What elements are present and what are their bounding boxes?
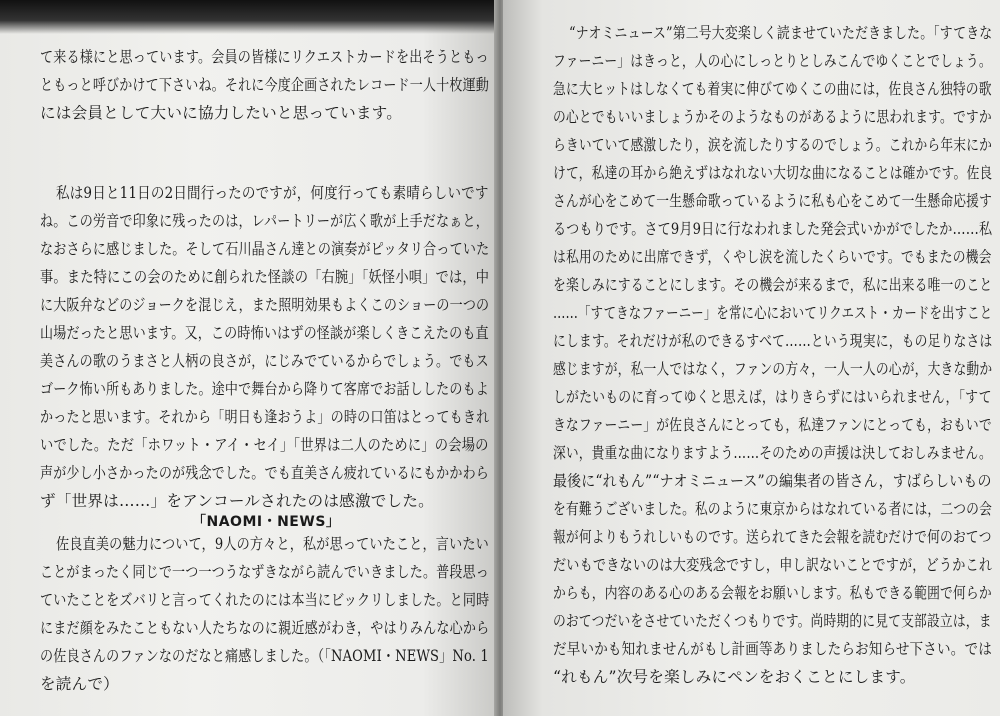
text-line: 佐良直美の魅力について，9人の方々と，私が思っていたこと，言いたい <box>56 535 489 553</box>
top-dark-band <box>0 0 497 34</box>
text-line: 美さんの歌のうまさと人柄の良さが，にじみでているからでしょう。でもス <box>40 352 489 370</box>
text-line: “れもん”次号を楽しみにペンをおくことにします。 <box>553 668 916 686</box>
text-line: の心とでもいいましょうかそのようなものがあるように思われます。ですか <box>553 108 992 126</box>
text-line: かったと思います。それから「明日も逢おうよ」の時の口笛はとってもきれ <box>40 408 490 426</box>
text-line: からも，内容のある心のある会報をお願いします。私もできる範囲で何らか <box>553 584 992 602</box>
text-line: の佐良さんのファンなのだなと痛感しました。（「NAOMI・NEWS」No. 1 <box>40 647 489 665</box>
text-line: ……「すてきなファーニー」を常に心においてリクエスト・カードを出すこと <box>553 304 993 322</box>
text-line: だ早いかも知れませんがもし計画等ありましたらお知らせ下さい。では <box>553 640 992 658</box>
text-line: のおてつだいをさせていただくつもりです。尚時期的に見て支部設立は，ま <box>553 612 992 630</box>
text-line: ファーニー」はきっと，人の心にしっとりとしみこんでゆくことでしょう。 <box>553 52 992 70</box>
text-line: いでした。ただ「ホワット・アイ・セイ」「世界は二人のために」の会場の <box>40 436 489 454</box>
text-line: ことがまったく同じで一つ一つうなずきながら読んでいきました。普段思っ <box>40 563 489 581</box>
text-line: ていたことをズバリと言ってくれたのには本当にビックリしました。と同時 <box>40 591 490 609</box>
text-line: ともっと呼びかけて下さいね。それに今度企画されたレコード一人十枚運動 <box>40 76 489 94</box>
text-line: ね。この労音で印象に残ったのは，レパートリーが広く歌が上手だなぁと， <box>40 212 489 230</box>
text-line: らきいていて感激したり，涙を流したりするのでしょう。これから年末にか <box>553 136 992 154</box>
text-line: 深い，貴重な曲になりますよう……そのための声援は決しておしみません。 <box>553 444 992 462</box>
text-line: て来る様にと思っています。会員の皆様にリクエストカードを出そうともっ <box>40 48 489 66</box>
text-line: 私は9日と11日の2日間行ったのですが，何度行っても素晴らしいです <box>56 184 489 202</box>
text-line: さんが心をこめて一生懸命歌っているように私も心をこめて一生懸命応援す <box>553 192 992 210</box>
left-page <box>0 0 497 716</box>
text-line: に大阪弁などのジョークを混じえ，また照明効果もよくこのショーの一つの <box>40 296 490 314</box>
section-heading-naomi-news: 「NAOMI・NEWS」 <box>192 514 341 530</box>
text-line: を有難うございました。私のように東京からはなれている者には，二つの会 <box>553 500 992 518</box>
text-line: けて，私達の耳から絶えずはなれない大切な曲になることは確かです。佐良 <box>553 164 993 182</box>
text-line: を読んで） <box>40 675 119 693</box>
text-line: にします。それだけが私のできるすべて……という現実に，もの足りなさは <box>553 332 993 350</box>
text-line: だいもできないのは大変残念ですし，申し訳ないことですが，どうかこれ <box>553 556 993 574</box>
text-line: 山場だったと思います。又，この時怖いはずの怪談が楽しくきこえたのも直 <box>40 324 489 342</box>
text-line: は私用のために出席できず，くやし涙を流したくらいです。でもまたの機会 <box>553 248 992 266</box>
text-line: 急に大ヒットはしなくても着実に伸びてゆくこの曲には，佐良さん独特の歌 <box>553 80 992 98</box>
text-line: 感じますが，私一人ではなく，ファンの方々，一人一人の心が，大きな動か <box>553 360 993 378</box>
text-line: なおさらに感じました。そして石川晶さん達との演奏がピッタリ合っていた <box>40 240 490 258</box>
text-line: 事。また特にこの会のために創られた怪談の「右腕」「妖怪小唄」では，中 <box>40 268 490 286</box>
text-line: るつもりです。さて9月9日に行なわれました発会式いかがでしたか……私 <box>553 220 993 238</box>
text-line: “ナオミニュース”第二号大変楽しく読ませていただきました。「すてきな <box>569 24 993 42</box>
text-line: を楽しみにすることにします。その機会が来るまで，私に出来る唯一のこと <box>553 276 993 294</box>
text-line: 声が少し小さかったのが残念でした。でも直美さん疲れているにもかかわら <box>40 464 489 482</box>
right-page <box>503 0 1000 716</box>
text-line: には会員として大いに協力したいと思っています。 <box>40 104 403 122</box>
text-line: しがたいものに育ってゆくと思えば，はりきらずにはいられません，「すて <box>553 388 992 406</box>
text-line: 報が何よりもうれしいものです。送られてきた会報を読むだけで何のおてつ <box>553 528 992 546</box>
text-line: 最後に“れもん”“ナオミニュース”の編集者の皆さん，すばらしいもの <box>553 472 992 490</box>
text-line: にまだ顔をみたこともない人たちなのに親近感がわき，やはりみんな心から <box>40 619 490 637</box>
text-line: ず「世界は……」をアンコールされたのは感激でした。 <box>40 492 434 510</box>
text-line: ゴーク怖い所もありました。途中で舞台から降りて客席でお話ししたのもよ <box>40 380 489 398</box>
text-line: きなファーニー」が佐良さんにとっても，私達ファンにとっても，おもいで <box>553 416 992 434</box>
